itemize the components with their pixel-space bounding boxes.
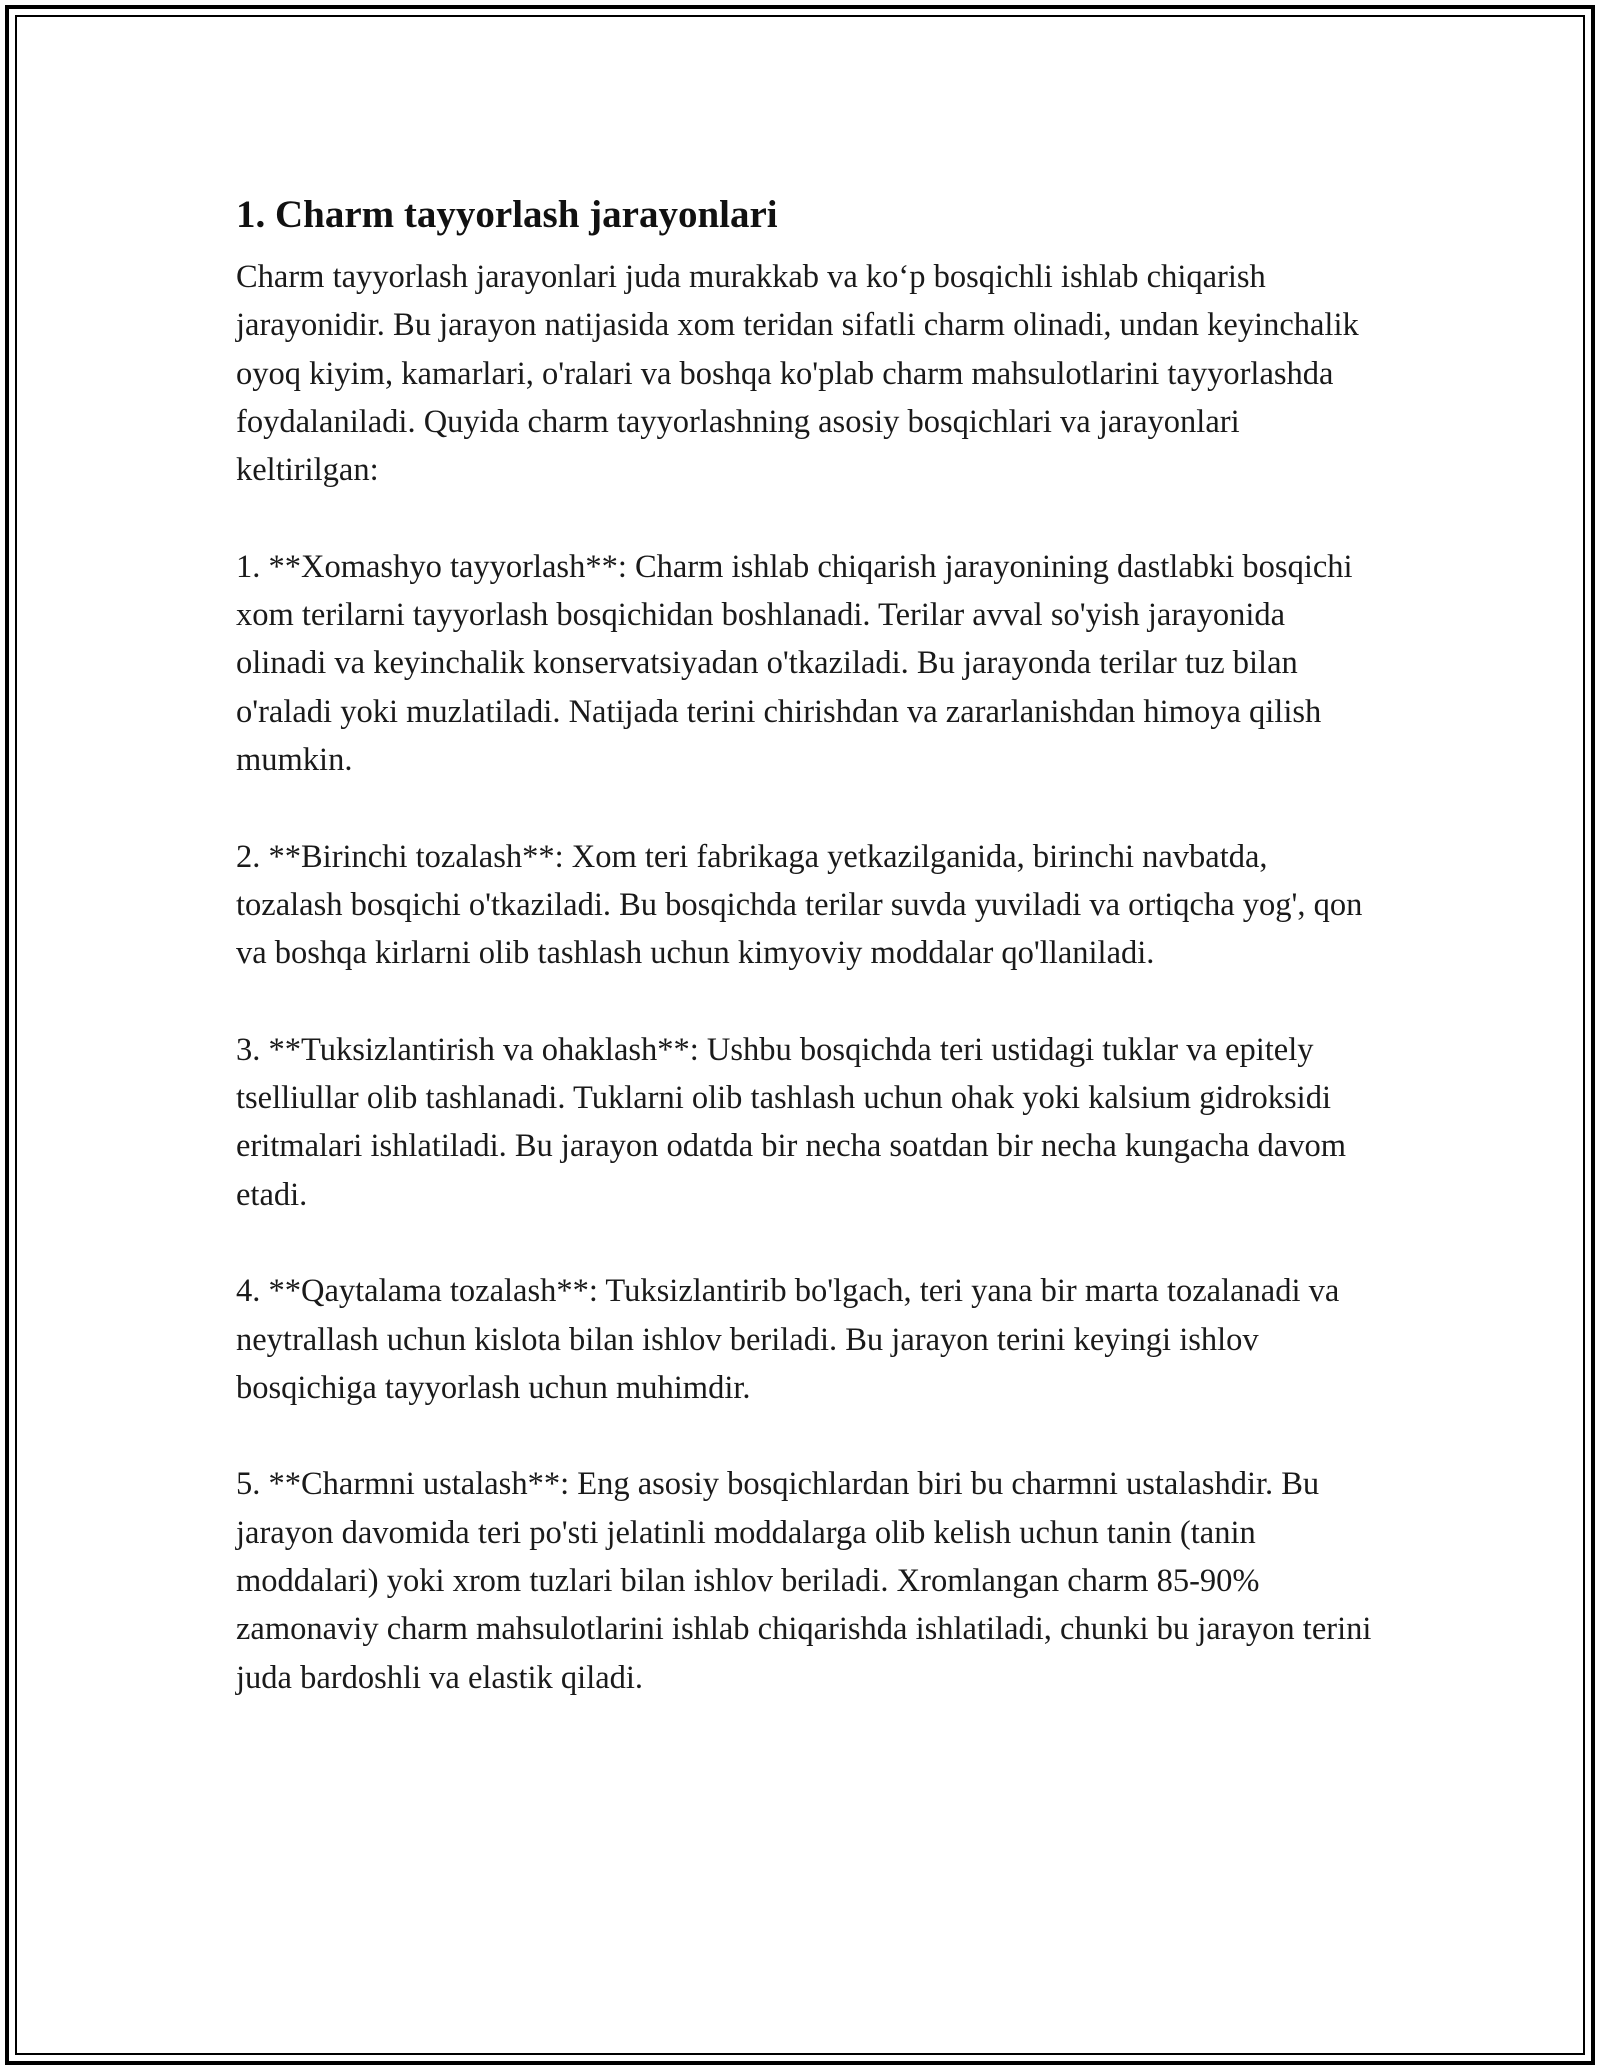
step-2-paragraph: 2. **Birinchi tozalash**: Xom teri fabrikaga yetkazilganida, birinchi navbatda, tozalash bosqichi o'tkaziladi. Bu bosqichda terilar suvda yuviladi va ortiqcha yog', qon va boshqa kirlarni olib tashlash uchun kimyoviy moddalar qo'llaniladi. xyxy=(236,838,1363,972)
document-body xyxy=(236,185,1376,1750)
step-1-paragraph: 1. **Xomashyo tayyorlash**: Charm ishlab chiqarish jarayonining dastlabki bosqichi xom terilarni tayyorlash bosqichidan boshlanadi. Terilar avval so'yish jarayonida olinadi va keyinchalik konservatsiyadan o'tkaziladi. Bu jarayonda terilar tuz bilan o'raladi yoki muzlatiladi. Natijada terini chirishdan va zararlanishdan himoya qilish mumkin. xyxy=(236,548,1353,778)
step-5-paragraph: 5. **Charmni ustalash**: Eng asosiy bosqichlardan biri bu charmni ustalashdir. Bu jarayon davomida teri po'sti jelatinli moddalarga olib kelish uchun tanin (tanin moddalari) yoki xrom tuzlari bilan ishlov beriladi. Xromlangan charm 85-90% zamonaviy charm mahsulotlarini ishlab chiqarishda ishlatiladi, chunki bu jarayon terini juda bardoshli va elastik qiladi. xyxy=(236,1466,1372,1696)
intro-paragraph: Charm tayyorlash jarayonlari juda murakkab va koʻp bosqichli ishlab chiqarish jarayonidir. Bu jarayon natijasida xom teridan sifatli charm olinadi, undan keyinchalik oyoq kiyim, kamarlari, o'ralari va boshqa ko'plab charm mahsulotlarini tayyorlashda foydalaniladi. Quyida charm tayyorlashning asosiy bosqichlari va jarayonlari keltirilgan: xyxy=(236,259,1359,489)
step-3-paragraph: 3. **Tuksizlantirish va ohaklash**: Ushbu bosqichda teri ustidagi tuklar va epitely tselliullar olib tashlanadi. Tuklarni olib tashlash uchun ohak yoki kalsium gidroksidi eritmalari ishlatiladi. Bu jarayon odatda bir necha soatdan bir necha kungacha davom etadi. xyxy=(236,1031,1347,1213)
section-heading: 1. Charm tayyorlash jarayonlari xyxy=(236,193,778,236)
step-4-paragraph: 4. **Qaytalama tozalash**: Tuksizlantirib bo'lgach, teri yana bir marta tozalanadi va neytrallash uchun kislota bilan ishlov beriladi. Bu jarayon terini keyingi ishlov bosqichiga tayyorlash uchun muhimdir. xyxy=(236,1273,1340,1406)
